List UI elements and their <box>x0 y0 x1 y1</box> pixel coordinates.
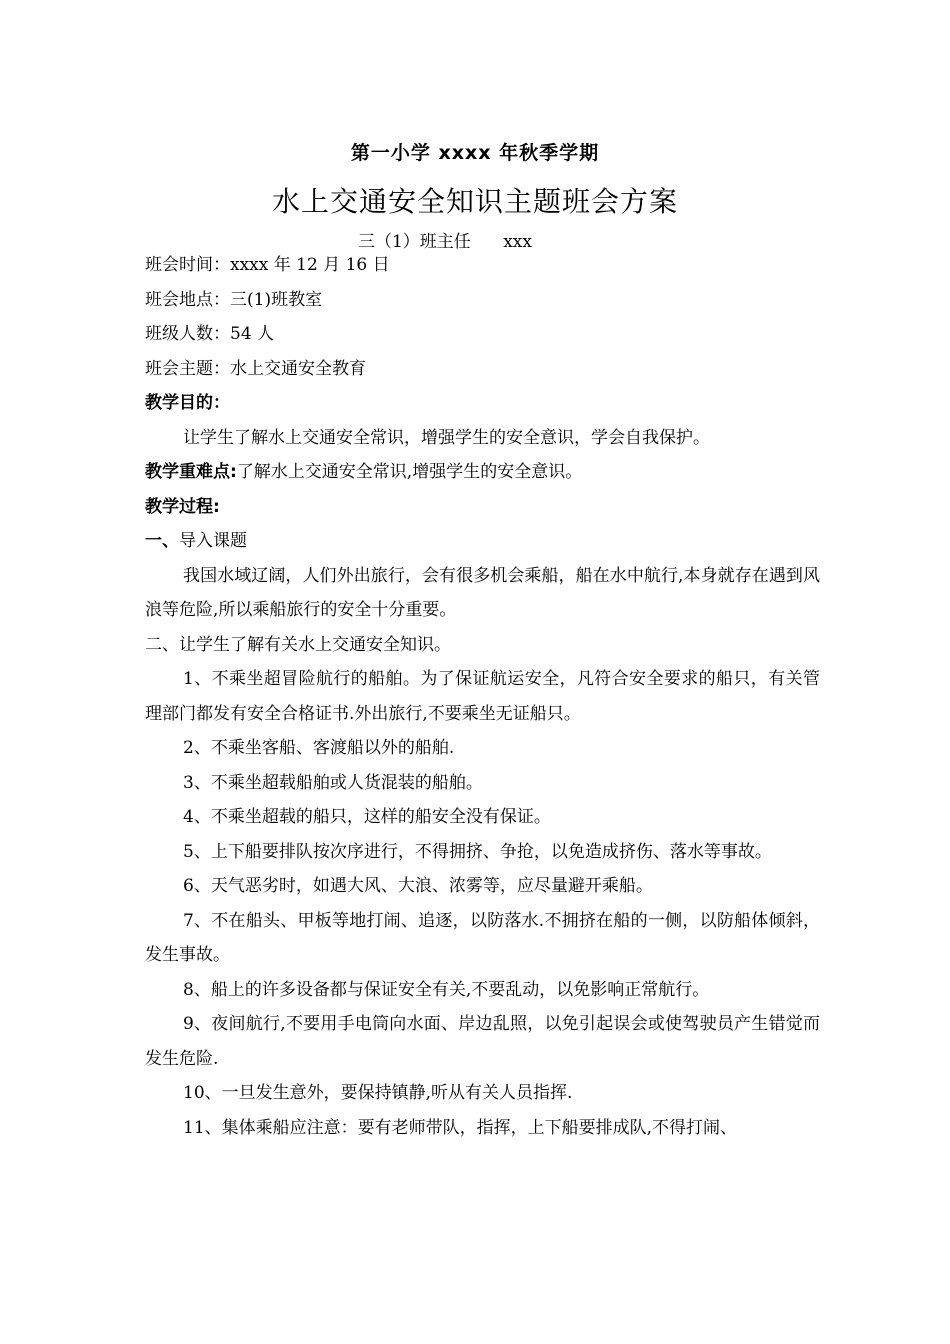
key-points-label: 教学重难点: <box>145 462 237 482</box>
section-heading <box>145 524 820 559</box>
meeting-theme: 班会主题：水上交通安全教育 <box>145 358 366 379</box>
meeting-time: 班会时间：xxxx 年 12 月 16 日 <box>145 255 390 275</box>
process-heading: 教学过程: <box>145 496 220 517</box>
key-points <box>145 455 820 490</box>
list-item: 2、不乘坐客船、客渡船以外的船舶. <box>183 738 455 758</box>
list-item: 8、船上的许多设备都与保证安全有关,不要乱动，以免影响正常航行。 <box>183 979 710 1000</box>
list-item: 4、不乘坐超载的船只，这样的船安全没有保证。 <box>183 807 551 827</box>
section-1-text: 我国水域辽阔，人们外出旅行，会有很多机会乘船，船在水中航行,本身就存在遇到风浪等危险,所以乘船旅行的安全十分重要。 <box>145 565 820 620</box>
meeting-place: 班会地点：三(1)班教室 <box>145 289 323 310</box>
school-term-title: 第一小学 xxxx 年秋季学期 <box>350 142 600 164</box>
list-item: 1、不乘坐超冒险航行的船舶。为了保证航运安全，凡符合安全要求的船只，有关管理部门都发有安全合格证书.外出旅行,不要乘坐无证船只。 <box>145 669 820 724</box>
list-item: 5、上下船要排队按次序进行，不得拥挤、争抢，以免造成挤伤、落水等事故。 <box>183 841 772 862</box>
list-item: 10、一旦发生意外，要保持镇静,听从有关人员指挥. <box>183 1083 573 1103</box>
list-item: 7、不在船头、甲板等地打闹、追逐，以防落水.不拥挤在船的一侧，以防船体倾斜，发生事故。 <box>145 910 820 965</box>
objective-text: 让学生了解水上交通安全常识，增强学生的安全意识，学会自我保护。 <box>183 427 710 448</box>
section-2-title: 二、让学生了解有关水上交通安全知识。 <box>145 634 451 655</box>
teacher-byline: 三（1）班主任 xxx <box>357 232 532 252</box>
list-item: 11、集体乘船应注意：要有老师带队，指挥，上下船要排成队,不得打闹、 <box>183 1117 738 1138</box>
list-item: 9、夜间航行,不要用手电筒向水面、岸边乱照，以免引起误会或使驾驶员产生错觉而发生危险. <box>145 1014 820 1069</box>
page-title: 水上交通安全知识主题班会方案 <box>271 185 678 218</box>
section-1-number: 一、 <box>145 531 179 551</box>
document-body <box>145 248 820 1145</box>
section-1-title: 导入课题 <box>179 531 247 551</box>
key-points-text: 了解水上交通安全常识,增强学生的安全意识。 <box>236 462 583 482</box>
objective-heading: 教学目的： <box>145 393 230 413</box>
list-item: 6、天气恶劣时，如遇大风、大浪、浓雾等，应尽量避开乘船。 <box>183 876 653 896</box>
list-item: 3、不乘坐超载船舶或人货混装的船舶。 <box>183 772 483 793</box>
class-size: 班级人数：54 人 <box>145 324 275 344</box>
